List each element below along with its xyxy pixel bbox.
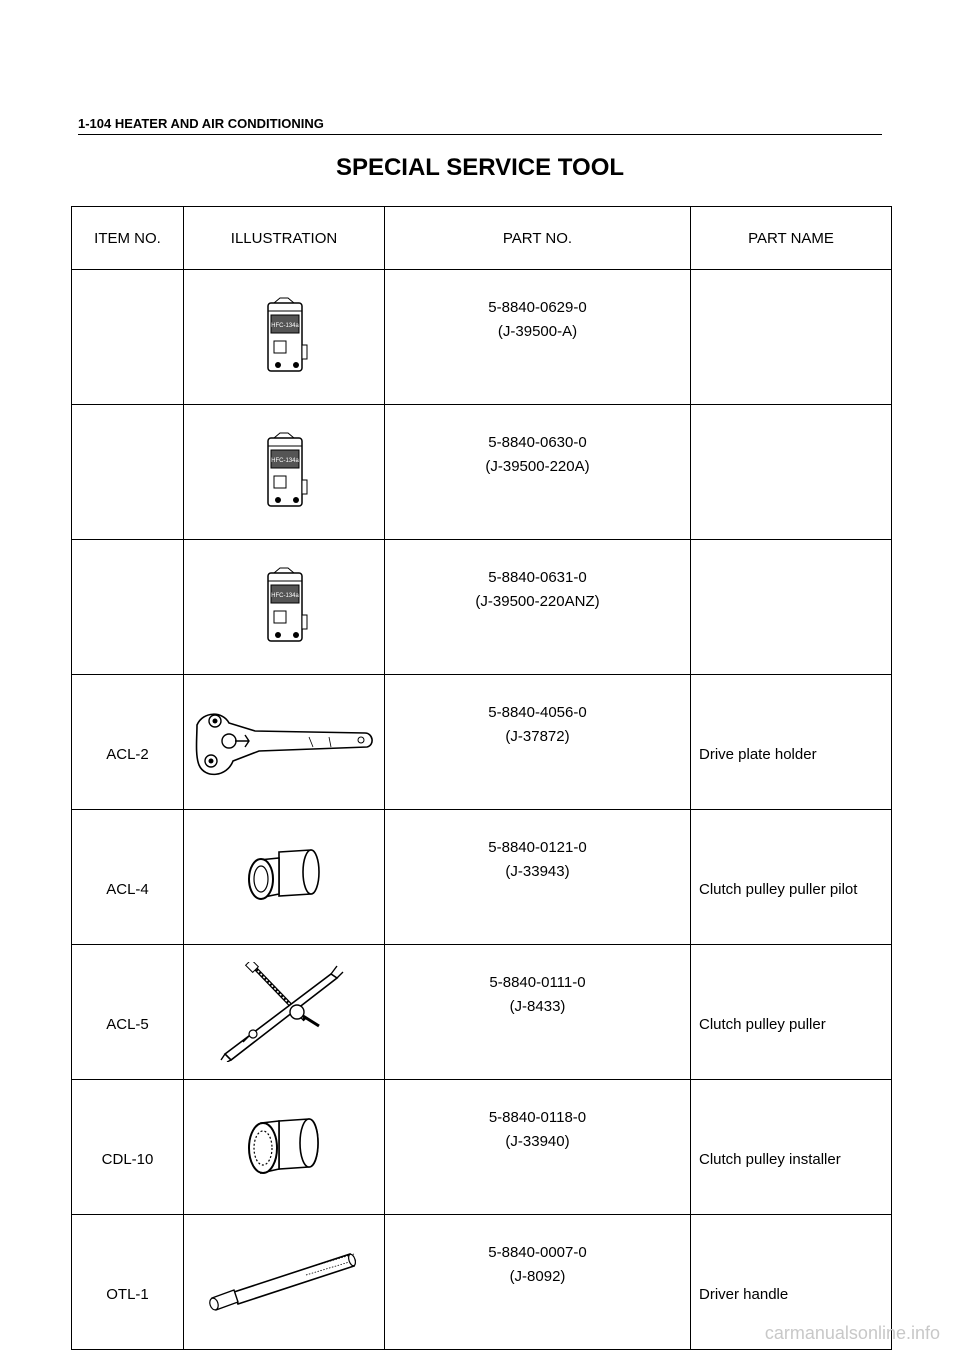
part-number: 5-8840-0630-0 (488, 434, 587, 451)
illustration-cell (184, 540, 385, 675)
item-no-cell: CDL-10 (72, 1080, 184, 1215)
table-row (72, 1080, 892, 1215)
illustration-cell (184, 1215, 385, 1350)
page-header: 1-104 HEATER AND AIR CONDITIONING (78, 116, 882, 135)
part-number: 5-8840-0111-0 (489, 974, 586, 991)
alternate-part-number: (J-37872) (505, 728, 570, 745)
illustration-cell (184, 810, 385, 945)
puller-pilot-icon (239, 842, 329, 912)
refrigerant-recovery-unit-icon (254, 297, 314, 377)
part-name-cell (691, 405, 892, 540)
illustration-cell (184, 1080, 385, 1215)
part-no-cell (385, 675, 691, 810)
part-no-cell (385, 540, 691, 675)
part-number: 5-8840-0121-0 (488, 839, 587, 856)
special-service-tool-table (71, 206, 892, 1350)
part-name-cell (691, 270, 892, 405)
alternate-part-number: (J-33943) (505, 863, 570, 880)
part-no-cell (385, 1215, 691, 1350)
table-row (72, 540, 892, 675)
drive-plate-holder-icon (189, 697, 379, 787)
svg-text:HFC-134a: HFC-134a (271, 593, 299, 599)
part-no-cell (385, 405, 691, 540)
table-row (72, 270, 892, 405)
part-no-cell (385, 945, 691, 1080)
table-row (72, 675, 892, 810)
column-header-part-name: PART NAME (691, 207, 892, 270)
illustration-cell (184, 270, 385, 405)
part-number: 5-8840-0007-0 (488, 1244, 587, 1261)
pulley-installer-icon (239, 1107, 329, 1187)
item-no-cell: ACL-4 (72, 810, 184, 945)
item-no-cell (72, 405, 184, 540)
refrigerant-recovery-unit-icon (254, 432, 314, 512)
part-no-cell (385, 270, 691, 405)
part-name-cell: Drive plate holder (691, 675, 892, 810)
column-header-illustration: ILLUSTRATION (184, 207, 385, 270)
pulley-puller-icon (219, 962, 349, 1062)
part-no-cell (385, 1080, 691, 1215)
illustration-cell (184, 945, 385, 1080)
watermark: carmanualsonline.info (764, 1323, 940, 1343)
item-no-cell (72, 540, 184, 675)
item-no-cell: ACL-2 (72, 675, 184, 810)
part-no-cell (385, 810, 691, 945)
item-no-cell: OTL-1 (72, 1215, 184, 1350)
alternate-part-number: (J-39500-220ANZ) (475, 593, 600, 610)
alternate-part-number: (J-8433) (509, 998, 566, 1015)
alternate-part-number: (J-39500-A) (497, 323, 578, 340)
column-header-part-no: PART NO. (385, 207, 691, 270)
table-row (72, 810, 892, 945)
part-name-cell: Clutch pulley installer (691, 1080, 892, 1215)
page-title: SPECIAL SERVICE TOOL (335, 154, 625, 181)
table-row (72, 405, 892, 540)
table-row (72, 945, 892, 1080)
illustration-cell (184, 675, 385, 810)
part-name-cell: Clutch pulley puller (691, 945, 892, 1080)
part-name-cell: Clutch pulley puller pilot (691, 810, 892, 945)
item-no-cell (72, 270, 184, 405)
part-number: 5-8840-0631-0 (488, 569, 587, 586)
part-number: 5-8840-0118-0 (488, 1109, 587, 1126)
alternate-part-number: (J-39500-220A) (485, 458, 590, 475)
refrigerant-recovery-unit-icon (254, 567, 314, 647)
alternate-part-number: (J-8092) (509, 1268, 566, 1285)
item-no-cell: ACL-5 (72, 945, 184, 1080)
svg-text:HFC-134a: HFC-134a (271, 458, 299, 464)
column-header-item-no: ITEM NO. (72, 207, 184, 270)
part-number: 5-8840-0629-0 (488, 299, 587, 316)
alternate-part-number: (J-33940) (505, 1133, 570, 1150)
svg-text:HFC-134a: HFC-134a (271, 323, 299, 329)
part-name-cell (691, 540, 892, 675)
illustration-cell (184, 405, 385, 540)
part-name-cell: Driver handle (691, 1215, 892, 1350)
driver-handle-icon (204, 1242, 364, 1322)
table-header-row (72, 207, 892, 270)
part-number: 5-8840-4056-0 (488, 704, 587, 721)
